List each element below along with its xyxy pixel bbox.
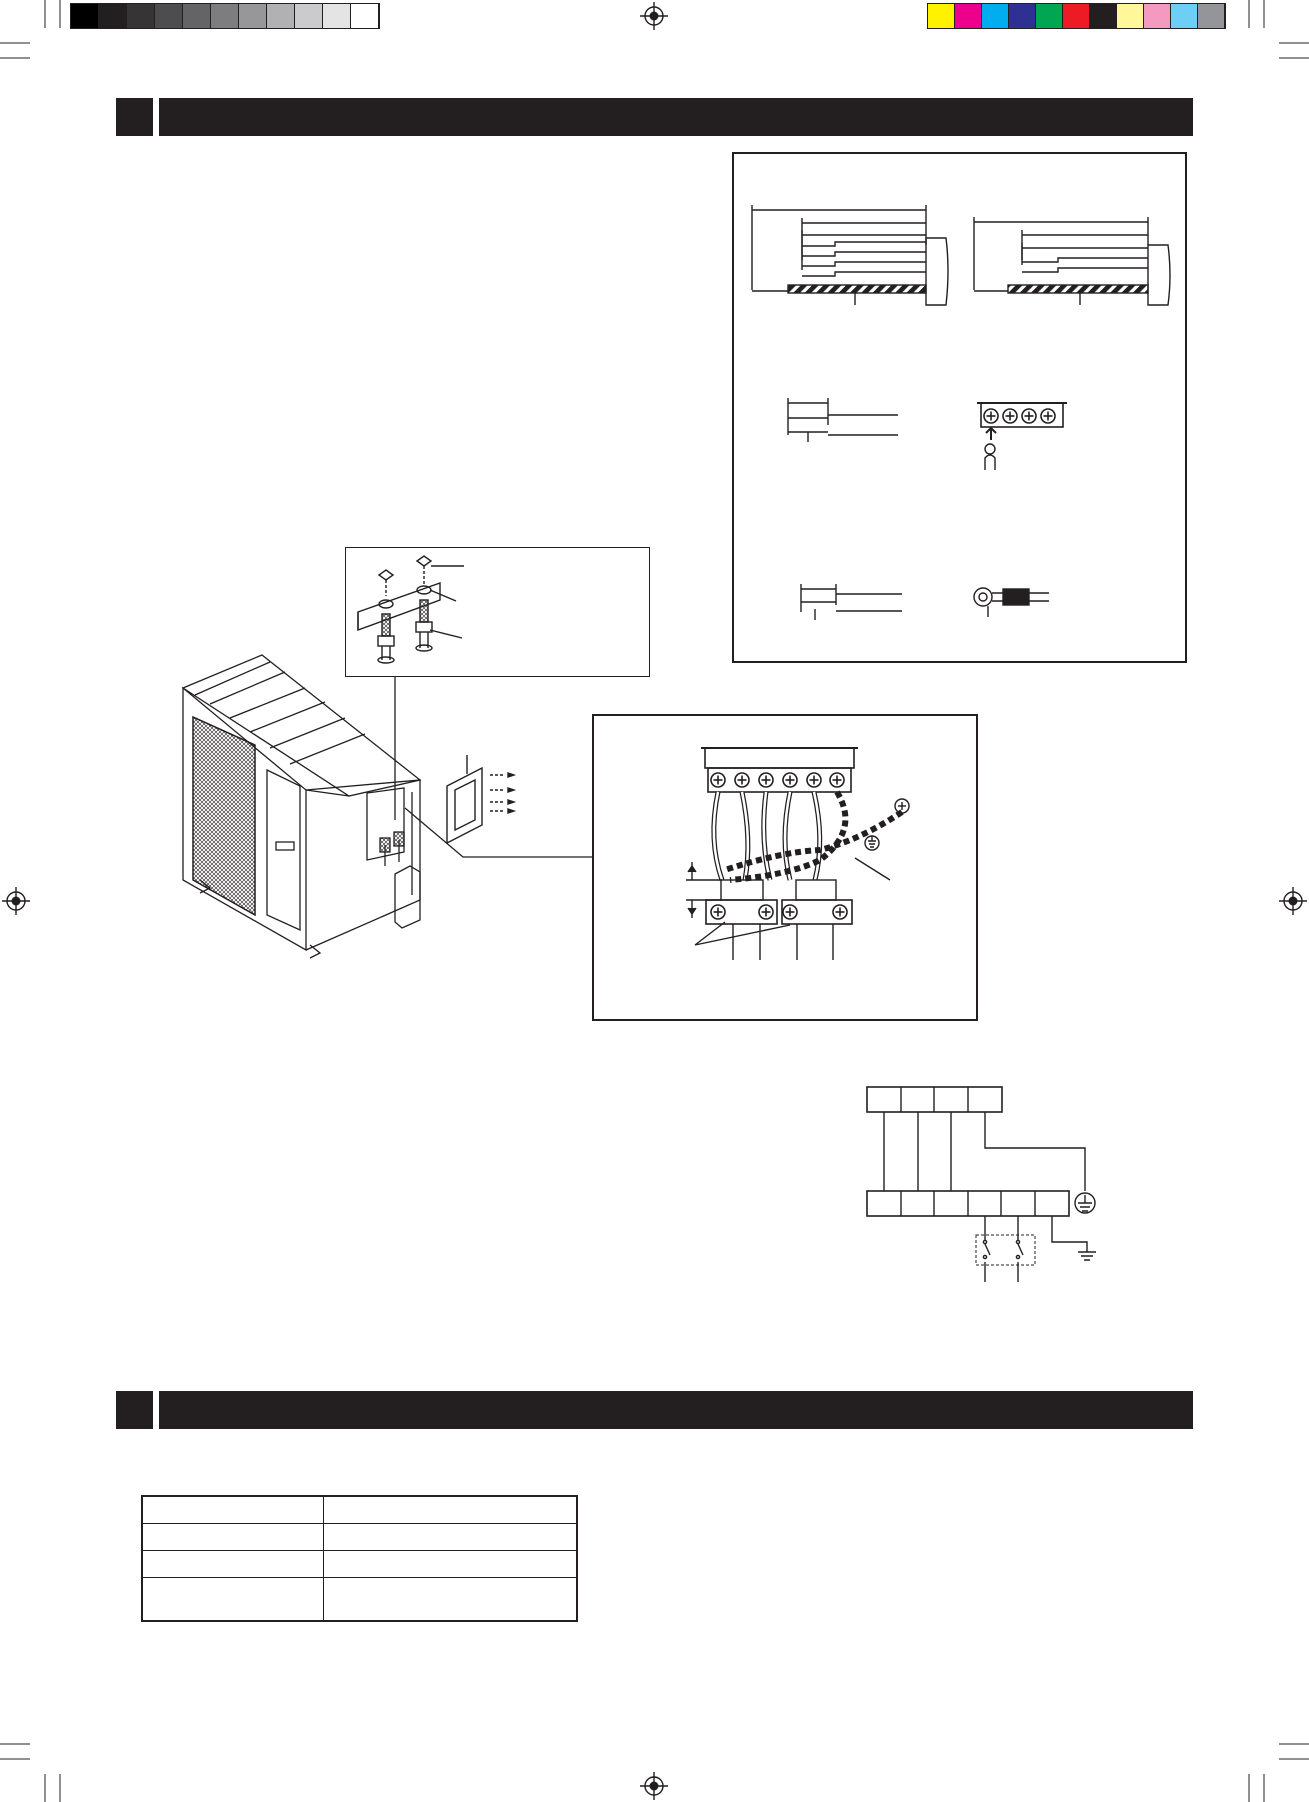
access-cover-icon (447, 755, 514, 843)
stripped-cable-right (974, 217, 1170, 305)
registration-mark-icon (640, 1772, 668, 1800)
table-cell (324, 1577, 578, 1621)
wire-strip-length-2 (801, 584, 902, 620)
terminal-strip-small (977, 403, 1067, 470)
table-cell (324, 1523, 578, 1550)
specification-table (141, 1495, 578, 1622)
table-cell (324, 1550, 578, 1577)
valve-detail-artwork (358, 556, 464, 663)
wiring-schematic (867, 1087, 1096, 1282)
wire-strip-length (788, 398, 898, 442)
table-cell (324, 1496, 578, 1523)
table-cell (142, 1550, 324, 1577)
table-row (142, 1496, 577, 1523)
stripped-cable-left (752, 205, 948, 305)
table-row (142, 1523, 577, 1550)
table-cell (142, 1496, 324, 1523)
outdoor-unit-illustration (183, 655, 592, 958)
registration-mark-icon (1279, 887, 1307, 915)
table-row (142, 1550, 577, 1577)
table-cell (142, 1523, 324, 1550)
ring-terminal-icon (974, 588, 1049, 617)
table-cell (142, 1577, 324, 1621)
registration-mark-icon (2, 887, 30, 915)
registration-mark-icon (640, 2, 668, 30)
table-row (142, 1577, 577, 1621)
terminal-block-detail (686, 748, 909, 960)
